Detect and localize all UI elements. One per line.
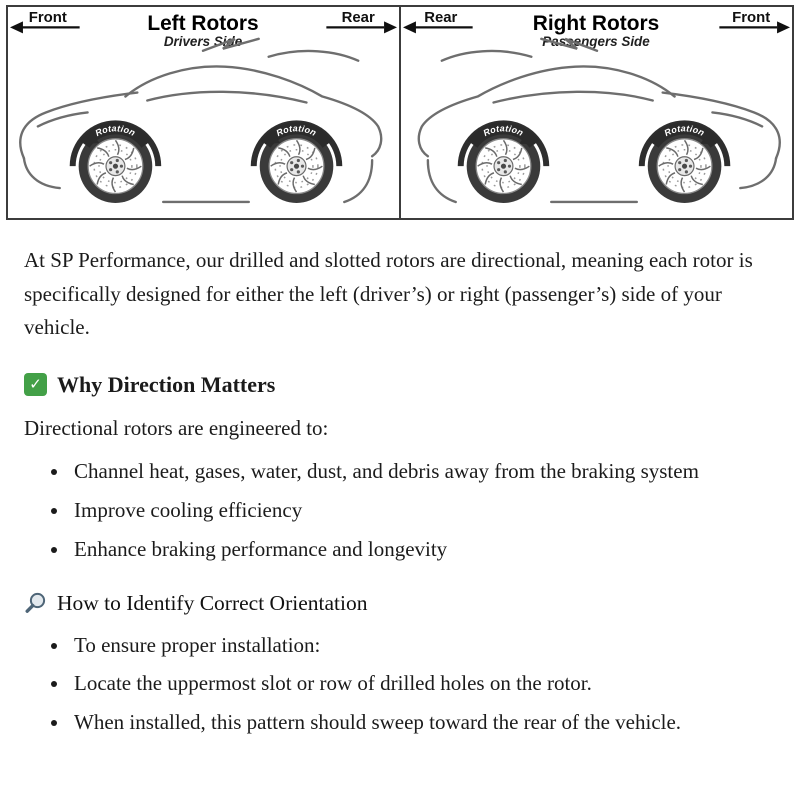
- panel-title: Left Rotors: [147, 11, 259, 35]
- rear-label: Rear: [341, 8, 375, 26]
- rear-arrow-icon: [384, 21, 397, 33]
- panel-subtitle: Passengers Side: [542, 33, 650, 49]
- heading-why-direction-matters: [24, 367, 772, 402]
- panel-title: Right Rotors: [532, 11, 660, 35]
- heading-text: How to Identify Correct Orientation: [57, 591, 368, 616]
- list-item: • Enhance braking performance and longevity: [70, 533, 772, 567]
- direction-benefits-list: [24, 455, 772, 566]
- rear-arrow-icon: [403, 21, 416, 33]
- heading-identify-orientation: [24, 586, 772, 620]
- intro-paragraph: At SP Performance, our drilled and slotted rotors are directional, meaning each rotor is specifically designed for either the left (driver’s) or right (passenger’s) side of your vehicle.: [24, 247, 753, 340]
- front-label: Front: [28, 8, 67, 26]
- orientation-steps-list: [24, 629, 772, 740]
- front-label: Front: [732, 8, 771, 26]
- front-arrow-icon: [777, 21, 790, 33]
- article-body: [0, 220, 800, 740]
- green-check-icon: ✓: [24, 373, 47, 396]
- left-rotors-panel: [8, 7, 401, 218]
- list-item: • Channel heat, gases, water, dust, and debris away from the braking system: [70, 455, 772, 489]
- list-item: • Locate the uppermost slot or row of drilled holes on the rotor.: [70, 667, 772, 701]
- right-rotors-panel: [401, 7, 792, 218]
- panel-subtitle: Drivers Side: [163, 33, 243, 49]
- magnifier-icon: [24, 591, 48, 615]
- list-item: • Improve cooling efficiency: [70, 494, 772, 528]
- rotation-label: Rotation: [662, 123, 707, 139]
- rotation-label: Rotation: [93, 123, 138, 139]
- heading-text: Why Direction Matters: [57, 371, 276, 397]
- list-item: • When installed, this pattern should sweep toward the rear of the vehicle.: [70, 706, 772, 740]
- rotor-direction-diagram: [6, 5, 794, 220]
- rear-label: Rear: [424, 8, 458, 26]
- engineered-lead: Directional rotors are engineered to:: [24, 415, 329, 440]
- list-item: • To ensure proper installation:: [70, 629, 772, 663]
- front-arrow-icon: [10, 21, 23, 33]
- rotation-label: Rotation: [274, 123, 319, 139]
- rotation-label: Rotation: [481, 123, 526, 139]
